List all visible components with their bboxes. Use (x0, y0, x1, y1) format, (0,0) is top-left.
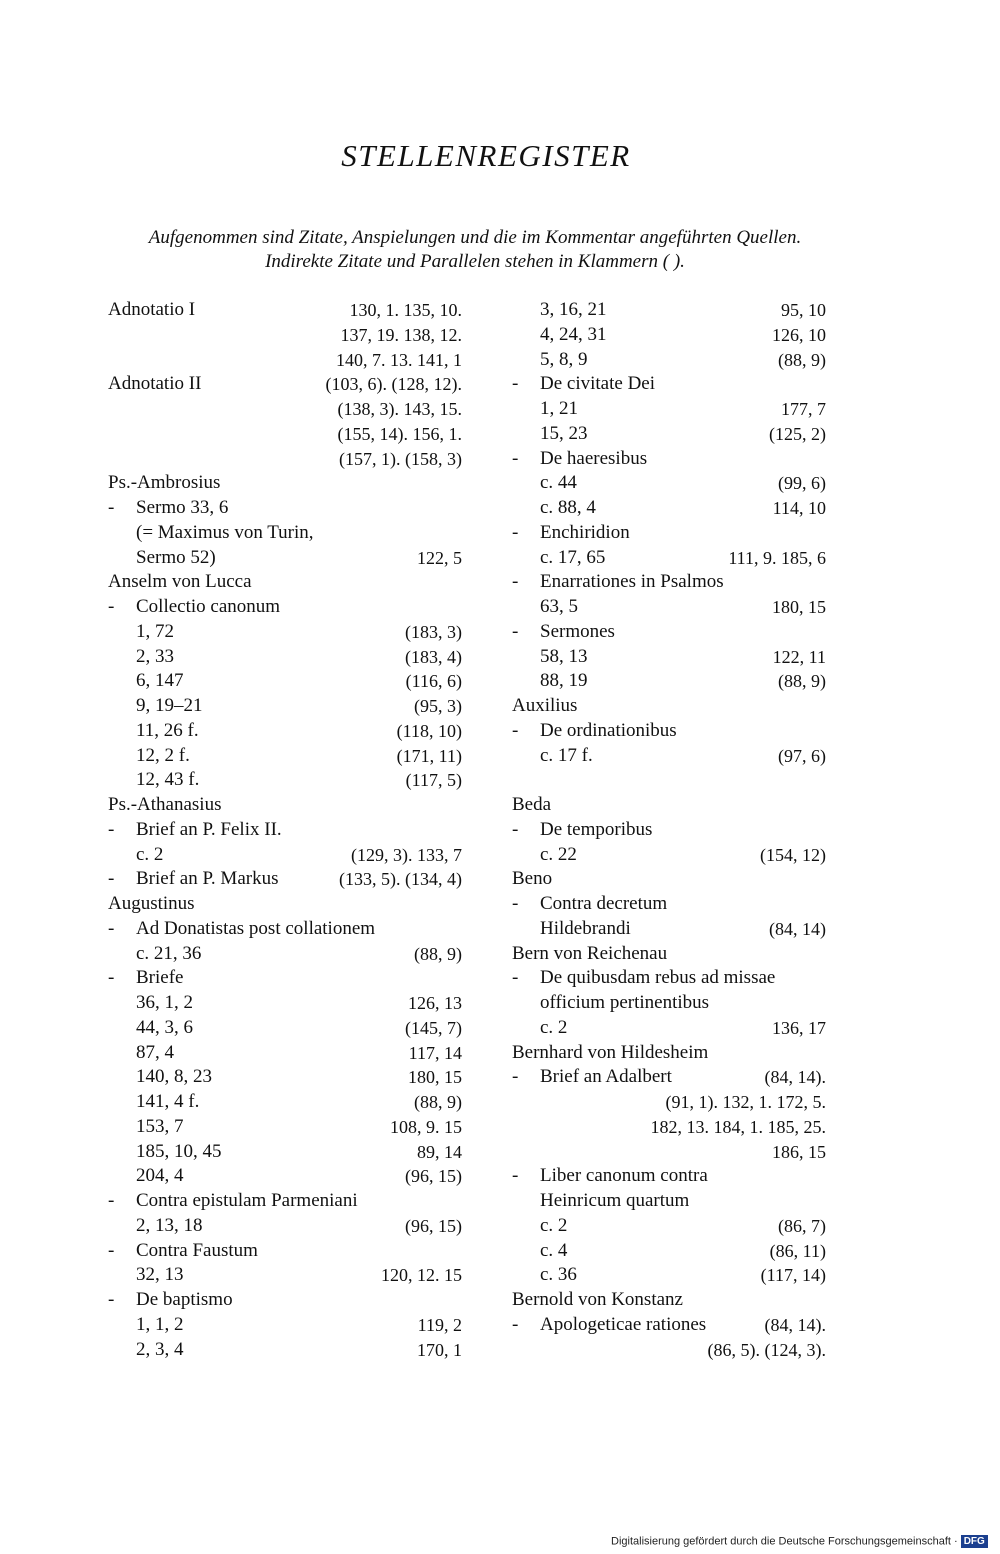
entry-label: 4, 24, 31 (540, 323, 607, 345)
entry-label: Adnotatio I (108, 299, 196, 320)
entry-reference: 182, 13. 184, 1. 185, 25. (650, 1116, 826, 1137)
footer (611, 1535, 988, 1548)
entry-reference: 95, 10 (781, 300, 826, 320)
index-entry (512, 521, 826, 546)
entry-label: Bern von Reichenau (512, 942, 668, 964)
index-entry (512, 1065, 826, 1090)
index-entry (108, 496, 462, 521)
entry-reference: 108, 9. 15 (390, 1116, 462, 1137)
entry-label: 87, 4 (136, 1041, 174, 1063)
entry-dash: - (108, 917, 115, 939)
entry-reference: 111, 9. 185, 6 (728, 547, 826, 568)
index-entry (108, 298, 462, 323)
entry-label: De baptismo (136, 1289, 233, 1310)
entry-label: Beda (512, 794, 552, 815)
entry-dash: - (512, 620, 519, 642)
index-entry (108, 1263, 462, 1288)
index-entry (512, 818, 826, 843)
entry-label: 9, 19–21 (136, 695, 203, 716)
entry-label: De quibusdam rebus ad missae (540, 967, 776, 989)
index-entry (108, 1115, 462, 1140)
index-entry (512, 471, 826, 496)
entry-label: Apologeticae rationes (540, 1313, 707, 1335)
entry-label: Brief an P. Felix II. (136, 818, 282, 840)
index-column-left (108, 298, 462, 1362)
index-entry (108, 991, 462, 1016)
entry-label: Brief an P. Markus (136, 868, 279, 890)
entry-label: officium pertinentibus (540, 992, 710, 1013)
index-entry (512, 570, 826, 595)
entry-dash: - (108, 1190, 115, 1211)
index-entry (512, 595, 826, 620)
entry-label: 2, 33 (136, 645, 174, 667)
entry-label: 12, 2 f. (136, 744, 190, 766)
index-entry (512, 422, 826, 447)
entry-label: 88, 19 (540, 670, 588, 692)
entry-label: 32, 13 (136, 1264, 184, 1286)
entry-label: Adnotatio II (108, 373, 202, 395)
index-entry (512, 942, 826, 967)
entry-label: Briefe (136, 967, 184, 989)
entry-dash: - (512, 521, 519, 543)
entry-dash: - (512, 571, 519, 593)
index-entry (108, 1041, 462, 1066)
entry-dash: - (512, 893, 519, 914)
entry-label: c. 2 (540, 1214, 568, 1236)
entry-reference: 114, 10 (772, 498, 826, 518)
entry-label: (= Maximus von Turin, (136, 521, 314, 543)
entry-label: 1, 1, 2 (136, 1313, 184, 1335)
entry-reference: 180, 15 (772, 597, 826, 617)
entry-reference: (183, 3) (405, 621, 462, 642)
index-entry (512, 1214, 826, 1239)
index-entry (512, 744, 826, 769)
index-entry (108, 1239, 462, 1264)
index-entry (108, 1189, 462, 1214)
entry-label: 153, 7 (136, 1115, 184, 1137)
entry-reference: (157, 1). (158, 3) (339, 448, 462, 469)
index-entry (512, 793, 826, 818)
entry-reference: (84, 14). (764, 1067, 826, 1088)
entry-label: Anselm von Lucca (108, 571, 252, 593)
entry-reference: (95, 3) (414, 696, 462, 716)
index-entry (108, 1016, 462, 1041)
entry-reference: 126, 13 (408, 993, 462, 1013)
index-entry (108, 719, 462, 744)
entry-dash: - (108, 868, 115, 890)
index-entry (108, 744, 462, 769)
entry-label: 6, 147 (136, 670, 184, 692)
entry-reference: (117, 14) (760, 1265, 826, 1286)
index-entry (512, 843, 826, 868)
entry-label: 2, 3, 4 (136, 1338, 184, 1360)
entry-reference: (88, 9) (778, 349, 826, 370)
entry-reference: 122, 5 (417, 547, 462, 568)
index-entry (512, 917, 826, 942)
entry-reference: 180, 15 (408, 1067, 462, 1088)
entry-label: 140, 8, 23 (136, 1066, 212, 1088)
index-entry (512, 298, 826, 323)
entry-reference: (125, 2) (769, 423, 826, 444)
index-entry (512, 620, 826, 645)
index-entry (512, 323, 826, 348)
index-entry (108, 1164, 462, 1189)
entry-label: Bernhard von Hildesheim (512, 1041, 709, 1063)
index-entry (108, 447, 462, 472)
entry-reference: 186, 15 (772, 1141, 826, 1162)
index-entry (512, 1016, 826, 1041)
entry-label: Auxilius (512, 695, 578, 716)
index-entry (512, 348, 826, 373)
index-entry (512, 546, 826, 571)
index-entry (108, 669, 462, 694)
index-entry (108, 1140, 462, 1165)
entry-reference: (84, 14). (764, 1314, 826, 1335)
entry-label: 141, 4 f. (136, 1091, 200, 1112)
page-title: STELLENREGISTER (341, 138, 631, 173)
entry-label: 1, 21 (540, 398, 578, 419)
index-entry (512, 867, 826, 892)
entry-reference: (133, 5). (134, 4) (339, 869, 462, 890)
entry-label: c. 88, 4 (540, 497, 596, 518)
entry-label: 58, 13 (540, 645, 588, 667)
entry-label: c. 2 (540, 1016, 568, 1038)
index-entry (512, 1288, 826, 1313)
index-entry (108, 620, 462, 645)
index-entry (108, 521, 462, 546)
entry-dash: - (108, 497, 115, 518)
entry-label: 63, 5 (540, 596, 578, 617)
entry-label: c. 22 (540, 843, 577, 865)
entry-label: Ps.-Athanasius (108, 794, 222, 815)
entry-reference: (129, 3). 133, 7 (351, 844, 462, 865)
index-entry (108, 1288, 462, 1313)
entry-dash: - (108, 818, 115, 840)
entry-reference: 136, 17 (772, 1017, 826, 1038)
entry-label: 15, 23 (540, 422, 588, 444)
entry-reference: (138, 3). 143, 15. (337, 399, 462, 419)
entry-reference: 130, 1. 135, 10. (349, 300, 462, 320)
entry-reference: (84, 14) (769, 918, 826, 939)
index-entry (108, 348, 462, 373)
entry-reference: 140, 7. 13. 141, 1 (336, 349, 462, 370)
entry-reference: 126, 10 (772, 324, 826, 345)
index-entry (108, 1338, 462, 1363)
entry-label: De temporibus (540, 818, 653, 840)
index-entry (108, 917, 462, 942)
entry-label: 5, 8, 9 (540, 348, 588, 370)
index-entry (512, 991, 826, 1016)
index-entry (108, 546, 462, 571)
index-entry (512, 1338, 826, 1363)
index-entry (108, 892, 462, 917)
index-entry (108, 768, 462, 793)
entry-reference: (86, 5). (124, 3). (707, 1339, 826, 1360)
entry-label: Liber canonum contra (540, 1165, 708, 1187)
index-entry (512, 397, 826, 422)
index-entry (108, 323, 462, 348)
entry-label: Hildebrandi (540, 917, 631, 939)
entry-label: 185, 10, 45 (136, 1140, 222, 1162)
entry-label: 44, 3, 6 (136, 1016, 193, 1038)
index-entry (512, 1239, 826, 1264)
index-entry (512, 1140, 826, 1165)
entry-reference: 137, 19. 138, 12. (340, 324, 462, 345)
entry-label: 1, 72 (136, 620, 174, 642)
subtitle-line: Aufgenommen sind Zitate, Anspielungen und die im Kommentar angeführten Quellen. (148, 227, 802, 248)
entry-label: De civitate Dei (540, 373, 656, 395)
entry-reference: (86, 7) (778, 1215, 826, 1236)
entry-dash: - (108, 1239, 115, 1261)
entry-label: 204, 4 (136, 1165, 184, 1187)
entry-label: c. 21, 36 (136, 942, 202, 964)
entry-reference: (171, 11) (396, 745, 462, 766)
index-entry (108, 843, 462, 868)
entry-label: c. 2 (136, 843, 164, 865)
entry-dash: - (512, 373, 519, 395)
entry-label: Enarrationes in Psalmos (540, 571, 724, 593)
index-entry (108, 397, 462, 422)
index-entry (512, 1041, 826, 1066)
entry-reference: (103, 6). (128, 12). (325, 374, 462, 395)
index-entry (512, 645, 826, 670)
index-entry (108, 422, 462, 447)
entry-label: 12, 43 f. (136, 769, 200, 791)
entry-dash: - (512, 967, 519, 989)
index-entry (512, 372, 826, 397)
entry-label: 2, 13, 18 (136, 1214, 203, 1236)
entry-dash: - (512, 1313, 519, 1335)
entry-dash: - (512, 447, 519, 469)
entry-reference: (86, 11) (769, 1240, 826, 1261)
entry-label: c. 36 (540, 1264, 577, 1286)
entry-reference: 119, 2 (417, 1314, 462, 1335)
entry-reference: (88, 9) (778, 671, 826, 692)
index-entry (108, 818, 462, 843)
entry-reference: (116, 6) (405, 671, 462, 692)
entry-reference: (88, 9) (414, 1092, 462, 1112)
entry-label: Contra Faustum (136, 1239, 258, 1261)
index-entry (512, 1090, 826, 1115)
entry-label: c. 17, 65 (540, 546, 606, 568)
entry-dash: - (108, 967, 115, 989)
entry-label: Beno (512, 868, 553, 890)
entry-label: Sermones (540, 620, 615, 642)
entry-dash: - (512, 818, 519, 840)
index-entry (512, 1313, 826, 1338)
entry-label: Sermo 52) (136, 546, 216, 568)
index-column-right (512, 298, 826, 1362)
index-entry (108, 471, 462, 496)
entry-dash: - (512, 719, 519, 741)
index-entry (512, 1263, 826, 1288)
entry-reference: 89, 14 (417, 1141, 462, 1162)
entry-label: c. 4 (540, 1239, 568, 1261)
entry-reference: 177, 7 (781, 399, 826, 419)
entry-reference: 117, 14 (408, 1042, 462, 1063)
entry-label: 3, 16, 21 (540, 299, 607, 320)
entry-reference: 122, 11 (772, 646, 826, 667)
index-entry (108, 793, 462, 818)
page-subtitle (0, 226, 950, 274)
index-entry (108, 1090, 462, 1115)
entry-reference: (91, 1). 132, 1. 172, 5. (665, 1092, 826, 1112)
index-entry (108, 570, 462, 595)
entry-label: Ps.-Ambrosius (108, 472, 221, 494)
index-entry (512, 1164, 826, 1189)
entry-label: De haeresibus (540, 447, 648, 469)
index-entry (108, 1214, 462, 1239)
index-entry (512, 447, 826, 472)
entry-reference: (118, 10) (396, 720, 462, 741)
entry-label: Sermo 33, 6 (136, 497, 229, 518)
entry-label: 36, 1, 2 (136, 992, 193, 1013)
entry-label: Heinricum quartum (540, 1190, 690, 1211)
entry-reference: 120, 12. 15 (381, 1265, 462, 1286)
entry-reference: (183, 4) (405, 646, 462, 667)
entry-label: c. 44 (540, 472, 577, 494)
subtitle-line: Indirekte Zitate und Parallelen stehen in Klammern ( ). (265, 251, 685, 272)
entry-dash: - (512, 1066, 519, 1088)
index-entry (512, 892, 826, 917)
entry-reference: (117, 5) (405, 770, 462, 791)
entry-reference: (97, 6) (778, 745, 826, 766)
entry-reference: (96, 15) (405, 1215, 462, 1236)
dfg-logo: DFG (961, 1535, 988, 1548)
index-entry (108, 942, 462, 967)
index-entry (108, 966, 462, 991)
index-entry (512, 966, 826, 991)
entry-reference: (88, 9) (414, 943, 462, 964)
index-entry (512, 496, 826, 521)
entry-dash: - (512, 1165, 519, 1187)
entry-label: Contra decretum (540, 893, 668, 914)
entry-reference: (96, 15) (405, 1166, 462, 1187)
entry-label: 11, 26 f. (136, 719, 199, 741)
index-entry (108, 645, 462, 670)
index-entry (108, 867, 462, 892)
index-entry (108, 595, 462, 620)
entry-reference: (99, 6) (778, 473, 826, 494)
entry-label: Augustinus (108, 893, 195, 914)
entry-label: Contra epistulam Parmeniani (136, 1190, 358, 1211)
index-entry (108, 694, 462, 719)
entry-reference: (155, 14). 156, 1. (337, 423, 462, 444)
entry-reference: 170, 1 (417, 1339, 462, 1360)
entry-label: Enchiridion (540, 521, 630, 543)
index-entry (512, 768, 826, 793)
entry-label: Ad Donatistas post collationem (136, 917, 376, 939)
index-entry (108, 372, 462, 397)
index-entry (512, 719, 826, 744)
entry-label: Bernold von Konstanz (512, 1289, 683, 1310)
entry-reference: (154, 12) (760, 844, 826, 865)
entry-label: Collectio canonum (136, 596, 281, 617)
entry-label: c. 17 f. (540, 744, 593, 766)
entry-reference: (145, 7) (405, 1017, 462, 1038)
entry-dash: - (108, 596, 115, 617)
index-entry (512, 694, 826, 719)
index-entry (108, 1065, 462, 1090)
index-entry (512, 1189, 826, 1214)
index-entry (512, 1115, 826, 1140)
index-entry (108, 1313, 462, 1338)
entry-label: De ordinationibus (540, 719, 677, 741)
index-entry (512, 669, 826, 694)
entry-dash: - (108, 1289, 115, 1310)
footer-text: Digitalisierung gefördert durch die Deutsche Forschungsgemeinschaft · (611, 1535, 958, 1548)
entry-label: Brief an Adalbert (540, 1066, 672, 1088)
